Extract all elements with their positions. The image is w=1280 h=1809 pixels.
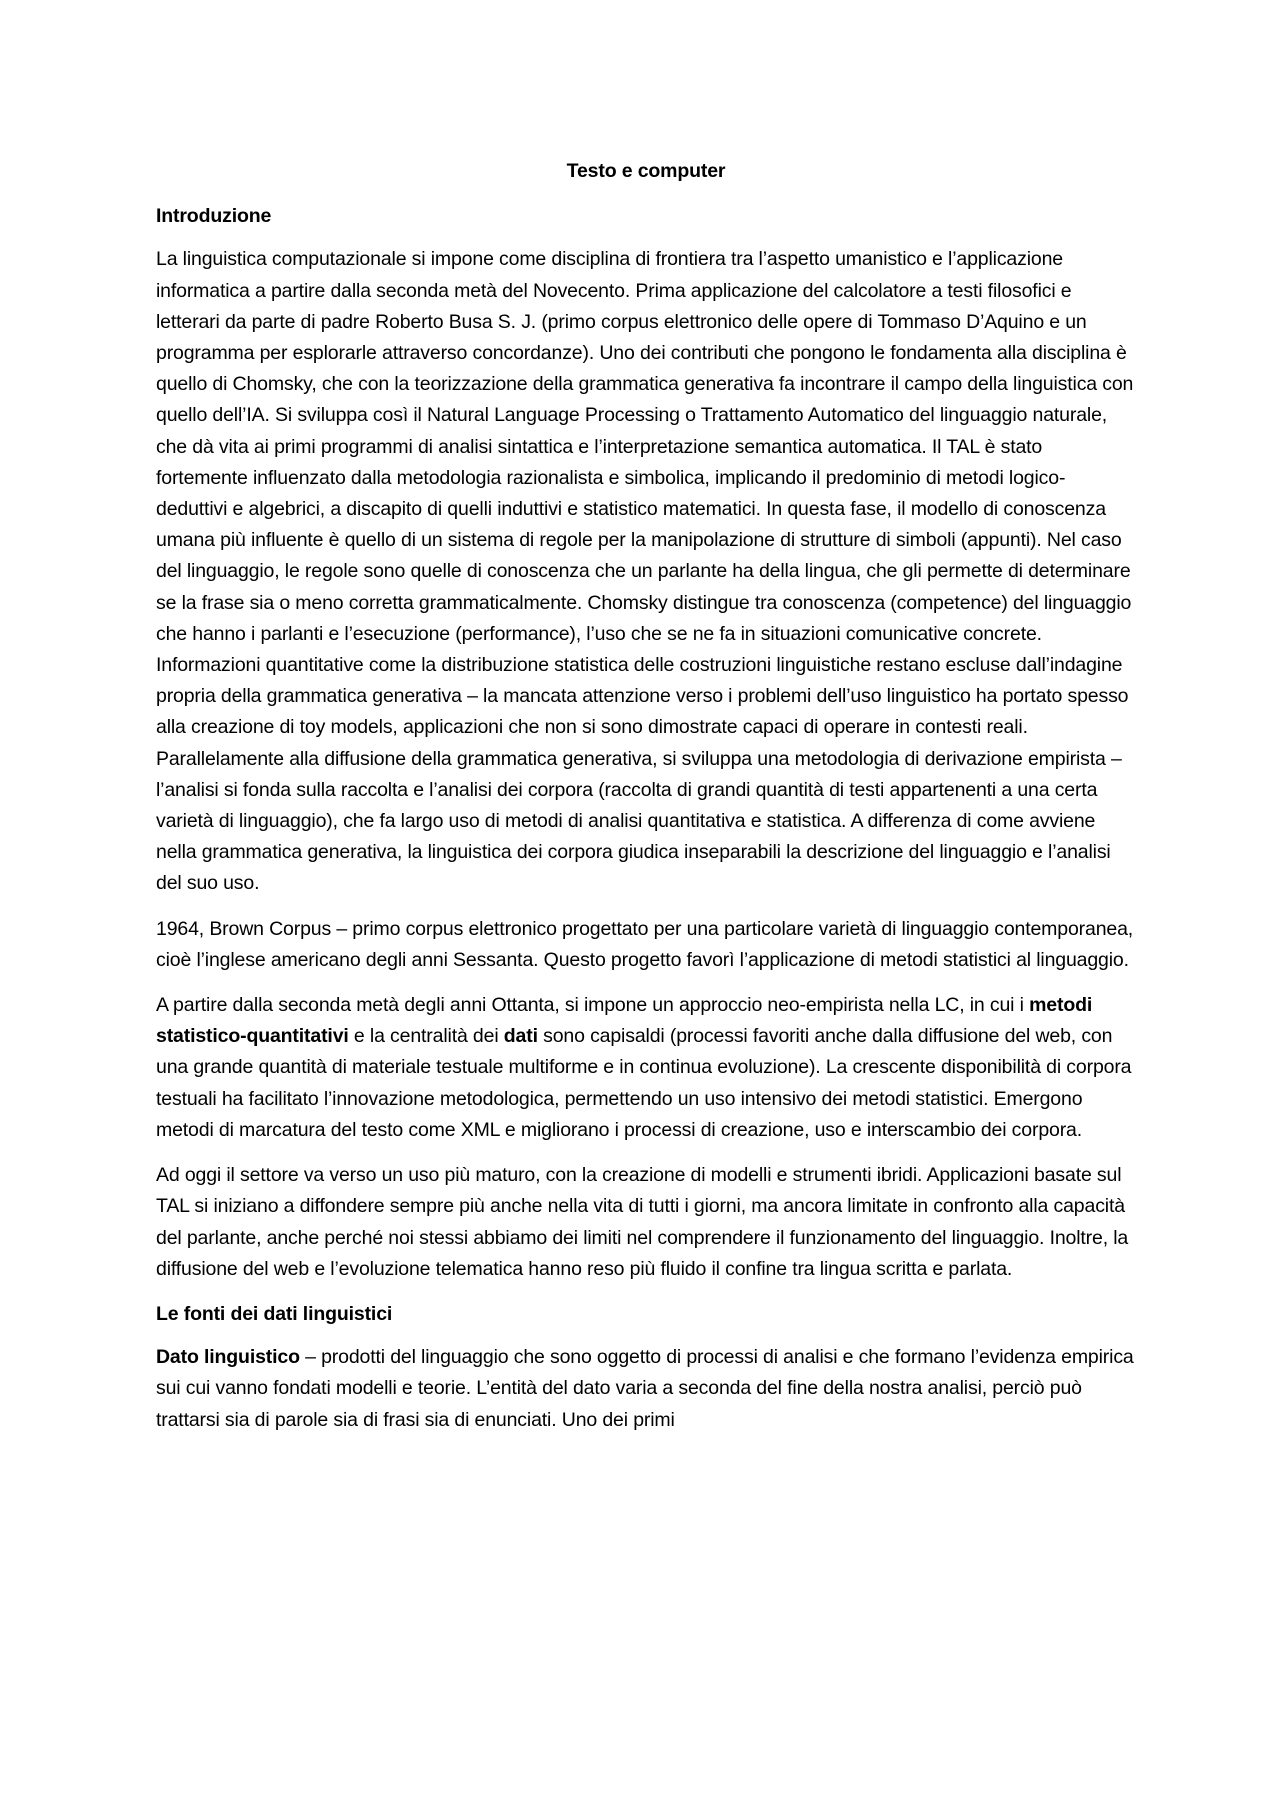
paragraph-neo-empirista [156, 990, 1136, 1146]
section-heading-fonti: Le fonti dei dati linguistici [156, 1302, 393, 1325]
paragraph-text: – prodotti del linguaggio che sono oggetto di processi di analisi e che formano l’evidenza empirica sui cui vanno fondati modelli e teorie. L’entità del dato varia a seconda del fine della nostra analisi, perciò può trattarsi sia di parole sia di frasi sia di enunciati. Uno dei primi [156, 1346, 1134, 1431]
paragraph-text: sono capisaldi (processi favoriti anche dalla diffusione del web, con una grande quantità di materiale testuale multiforme e in continua evoluzione). La crescente disponibilità di corpora testuali ha facilitato l’innovazione metodologica, permettendo un uso intensivo dei metodi statistici. Emergono metodi di marcatura del testo come XML e migliorano i processi di creazione, uso e interscambio dei corpora. [156, 1025, 1132, 1141]
paragraph-dato-linguistico [156, 1342, 1136, 1436]
paragraph-brown-corpus: 1964, Brown Corpus – primo corpus elettronico progettato per una particolare varietà di linguaggio contemporanea, cioè l’inglese americano degli anni Sessanta. Questo progetto favorì l’applicazione di metodi statistici al linguaggio. [156, 917, 1134, 971]
bold-term-dati: dati [503, 1025, 538, 1048]
section-heading-introduzione: Introduzione [156, 205, 272, 228]
paragraph-text: e la centralità dei [348, 1025, 504, 1048]
document-body [156, 156, 1136, 1450]
paragraph-intro-1: La linguistica computazionale si impone come disciplina di frontiera tra l’aspetto umanistico e l’applicazione informatica a partire dalla seconda metà del Novecento. Prima applicazione del calcolatore a testi filosofici e letterari da parte di padre Roberto Busa S. J. (primo corpus elettronico delle opere di Tommaso D’Aquino e un programma per esplorarle attraverso concordanze). Uno dei contributi che pongono le fondamenta alla disciplina è quello di Chomsky, che con la teorizzazione della grammatica generativa fa incontrare il campo della linguistica con quello dell’IA. Si sviluppa così il Natural Language Processing o Trattamento Automatico del linguaggio naturale, che dà vita ai primi programmi di analisi sintattica e l’interpretazione semantica automatica. Il TAL è stato fortemente influenzato dalla metodologia razionalista e simbolica, implicando il predominio di metodi logico-deduttivi e algebrici, a discapito di quelli induttivi e statistico matematici. In questa fase, il modello di conoscenza umana più influente è quello di un sistema di regole per la manipolazione di strutture di simboli (appunti). Nel caso del linguaggio, le regole sono quelle di conoscenza che un parlante ha della lingua, che gli permette di determinare se la frase sia o meno corretta grammaticalmente. Chomsky distingue tra conoscenza (competence) del linguaggio che hanno i parlanti e l’esecuzione (performance), l’uso che se ne fa in situazioni comunicative concrete. Informazioni quantitative come la distribuzione statistica delle costruzioni linguistiche restano escluse dall’indagine propria della grammatica generativa – la mancata attenzione verso i problemi dell’uso linguistico ha portato spesso alla creazione di toy models, applicazioni che non si sono dimostrate capaci di operare in contesti reali. Parallelamente alla diffusione della grammatica generativa, si sviluppa una metodologia di derivazione empirista – l’analisi si fonda sulla raccolta e l’analisi dei corpora (raccolta di grandi quantità di testi appartenenti a una certa varietà di linguaggio), che fa largo uso di metodi di analisi quantitativa e statistica. A differenza di come avviene nella grammatica generativa, la linguistica dei corpora giudica inseparabili la descrizione del linguaggio e l’analisi del suo uso. [156, 248, 1134, 895]
paragraph-ad-oggi: Ad oggi il settore va verso un uso più maturo, con la creazione di modelli e strumenti ibridi. Applicazioni basate sul TAL si iniziano a diffondere sempre più anche nella vita di tutti i giorni, ma ancora limitate in confronto alla capacità del parlante, anche perché noi stessi abbiamo dei limiti nel comprendere il funzionamento del linguaggio. Inoltre, la diffusione del web e l’evoluzione telematica hanno reso più fluido il confine tra lingua scritta e parlata. [156, 1164, 1129, 1280]
paragraph-text: A partire dalla seconda metà degli anni Ottanta, si impone un approccio neo-empirista nella LC, in cui i [156, 994, 1030, 1017]
bold-term-metodi: metodi statistico-quantitativi [156, 994, 1093, 1048]
bold-term-dato-linguistico: Dato linguistico [156, 1346, 300, 1369]
document-title: Testo e computer [566, 160, 726, 182]
